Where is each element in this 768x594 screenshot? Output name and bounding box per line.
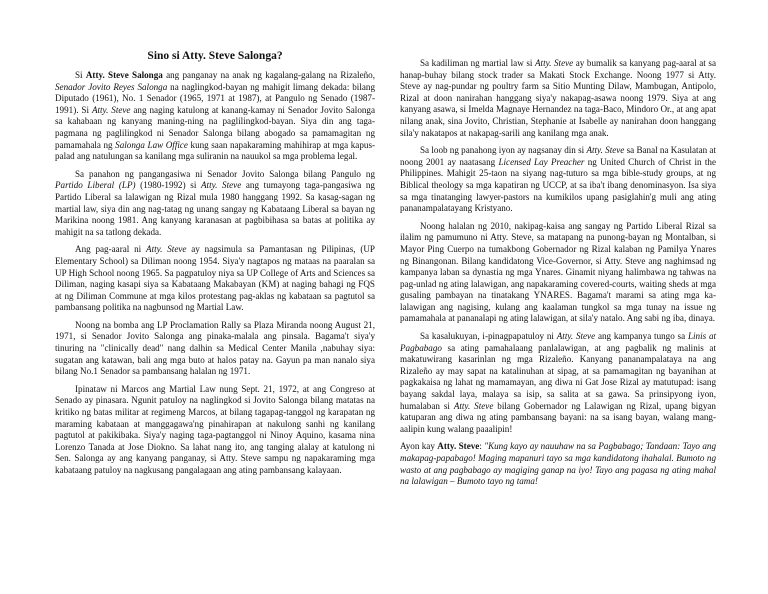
paragraph: Sa kasalukuyan, i-pinagpapatuloy ni Atty. Steve ang kampanya tungo sa Linis at Pagbabago sa ating pamahalaang panlalawigan, at ang pagbalik ng malinis at makatuwirang kasarinlan ng mga Rizaleño. Kanyang pananampalataya na ang Rizaleño ay may sapat na katalinuhan at sipag, at sa pamamagitan ng bayanihan at pagkakaisa ng lahat ng mamamayan, ang diwa ni Gat Jose Rizal ay matutupad: isang bayang sakdal laya, malaya sa isip, sa salita at sa gawa. Sa prinsipyong iyon, humalaban si Atty. Steve bilang Gobernador ng Lalawigan ng Rizal, upang bigyan katuparan ang diwa ng ating pambansang bayani: na sa isang bayan, walang mang-aalipin kung walang paaalipin! [400,331,717,434]
paragraph: Ang pag-aaral ni Atty. Steve ay nagsimula sa Pamantasan ng Pilipinas, (UP Elementary School) sa Diliman noong 1954. Siya'y nagtapos ng mataas na paaralan sa UP High School noong 1965. Sa pagpatuloy niya sa UP College of Arts and Sciences sa Diliman, naging kasapi siya sa Kabataang Makabayan (KM) at naging bahagi ng FQS at ng Diliman Commune at mga kilos protestang pag-aklas ng kabataan sa pagtutol sa pambansang politika na nagbunsod ng Martial Law. [55,244,375,313]
page-title: Sino si Atty. Steve Salonga? [147,50,283,62]
paragraph: Noong halalan ng 2010, nakipag-kaisa ang sangay ng Partido Liberal Rizal sa ilalim ng pamumuno ni Atty. Steve, sa matapang na punong-bayan ng Montalban, si Mayor Ping Cuerpo na tumakbong Gobernador ng Rizal kalaban ng Pamilya Ynares ng Binangonan. Bilang kandidatong Vice-Governor, si Atty. Steve ang naghimsad ng kampanya laban sa dynastia ng mga Ynares. Ginamit niyang halimbawa ng tahwas na pag-unlad ng ating lalawigan, ang napakaraming covered-courts, waiting sheds at mga gusaling pambayan na tinatakang YNARES. Bagama't marami sa ating mga ka-lalawigan ang nagising, kulang ang kaalaman tungkol sa mga tunay na issue ng pamamahala at pananalapi ng ating lalawigan, at sila'y natalo. Ang sabi ng iba, dinaya. [400,220,716,324]
paragraph: Si Atty. Steve Salonga ang panganay na anak ng kagalang-galang na Rizaleño, Senador Jovito Reyes Salonga na naglingkod-bayan ng mahigit limang dekada: bilang Diputado (1961), No. 1 Senador (1965, 1971 at 1987), at Pangulo ng Senado (1987-1991). Si Atty. Steve ang naging katulong at kanang-kamay ni Senador Jovito Salonga sa kahabaan ng kanyang maning-ning na paglilingkod-bayan. Siya din ang taga-pagmana ng paglilingkod ni Senador Salonga bilang abogado sa pamamagitan ng pamamahala ng Salonga Law Office kung saan napakaraming mahihirap at mga kapus-palad ang natulungan sa kanilang mga suliranin na nauukol sa mga problema legal. [55,70,376,162]
paragraph: Ipinataw ni Marcos ang Martial Law nung Sept. 21, 1972, at ang Congreso at Senado ay pinasara. Ngunit patuloy na naglingkod si Jovito Salonga bilang matatas na kritiko ng batas militar at regimeng Marcos, at bilang tagapag-tanggol ng karapatan ng maraming kabataan at manggagawa'ng pinahirapan at nakulong sanhi ng kanilang pagtutol at pakikibaka. Siya'y naging taga-pagtanggol ni Ninoy Aquino, kasama nina Lorenzo Tanada at Jose Diokno. Sa lahat nang ito, ang tanging alalay at katulong ni Sen. Salonga ay ang kanyang panganay, si Atty. Steve sampu ng napakaraming mga kabataang patuloy na nagkusang pangalagaan ang ating pambansang kalayaan. [55,383,375,475]
paragraph: Sa loob ng panahong iyon ay nagsanay din si Atty. Steve sa Banal na Kasulatan at noong 2001 ay naatasang Licensed Lay Preacher ng United Church of Christ in the Philippines. Mahigit 25-taon na siyang nag-tuturo sa mga bible-study groups, at ng Biblical theology sa mga kapatiran ng UCCP, at sa iba't ibang denominasyon. Isa siya sa mga tinatanging lawyer-pastors na kumikilos upang pasiglahin'g muli ang ating pananampalatayang Kristyano. [400,145,716,214]
paragraph: Sa panahon ng pangangasiwa ni Senador Jovito Salonga bilang Pangulo ng Partido Liberal (LP) (1980-1992) si Atty. Steve ang tumayong taga-pangasiwa ng Partido Liberal sa lalawigan ng Rizal mula 1980 hanggang 1992. Sa kasag-sagan ng martial law, siya din ang nag-tatag ng unang sangay ng Kabataang Liberal sa bayan ng Marikina noong 1981. Ang kanyang karanasan at pagbibihasa sa batas at politika ay mahigit na sa tatlong dekada. [55,168,375,237]
paragraph: Sa kadiliman ng martial law si Atty. Steve ay bumalik sa kanyang pag-aaral at sa hanap-buhay bilang stock trader sa Makati Stock Exchange. Noong 1977 si Atty. Steve ay nag-pundar ng poultry farm sa Sitio Munting Dilaw, Mambugan, Antipolo, Rizal at doon nanirahan hanggang siya'y nakapag-asawa noong 1979. Siya at ang kanyang asawa, si Imelda Magnaye Hernandez na taga-Baco, Mindoro Or., at ang apat nilang anak, sina Jovito, Christian, Stephanie at Isabelle ay nanirahan doon hanggang sila'y nakatapos at nakapag-sarili ang kanilang mga anak. [400,58,716,138]
right-column [400,58,716,494]
left-column [55,70,375,483]
quote-paragraph: Ayon kay Atty. Steve: "Kung kayo ay nauuhaw na sa Pagbabago; Tandaan: Tayo ang makapag-papabago! Maging mapanuri tayo sa mga kandidatong ihahalal. Bumoto ng wasto at ang pagbabago ay magiging ganap na iyo! Tayo ang pagasa ng ating mahal na lalawigan – Bumoto tayo ng tama! [400,441,716,487]
paragraph: Noong na bomba ang LP Proclamation Rally sa Plaza Miranda noong August 21, 1971, si Senador Jovito Salonga ang pinaka-malala ang pinsala. Bagama't siya'y tinuring na "clinically dead" nang dalhin sa Medical Center Manila ,nabuhay siya: sugatan ang katawan, bali ang mga buto at halos patay na. Gayun pa man nanalo siya bilang No.1 Senador sa pambansang halalan ng 1971. [55,319,375,377]
